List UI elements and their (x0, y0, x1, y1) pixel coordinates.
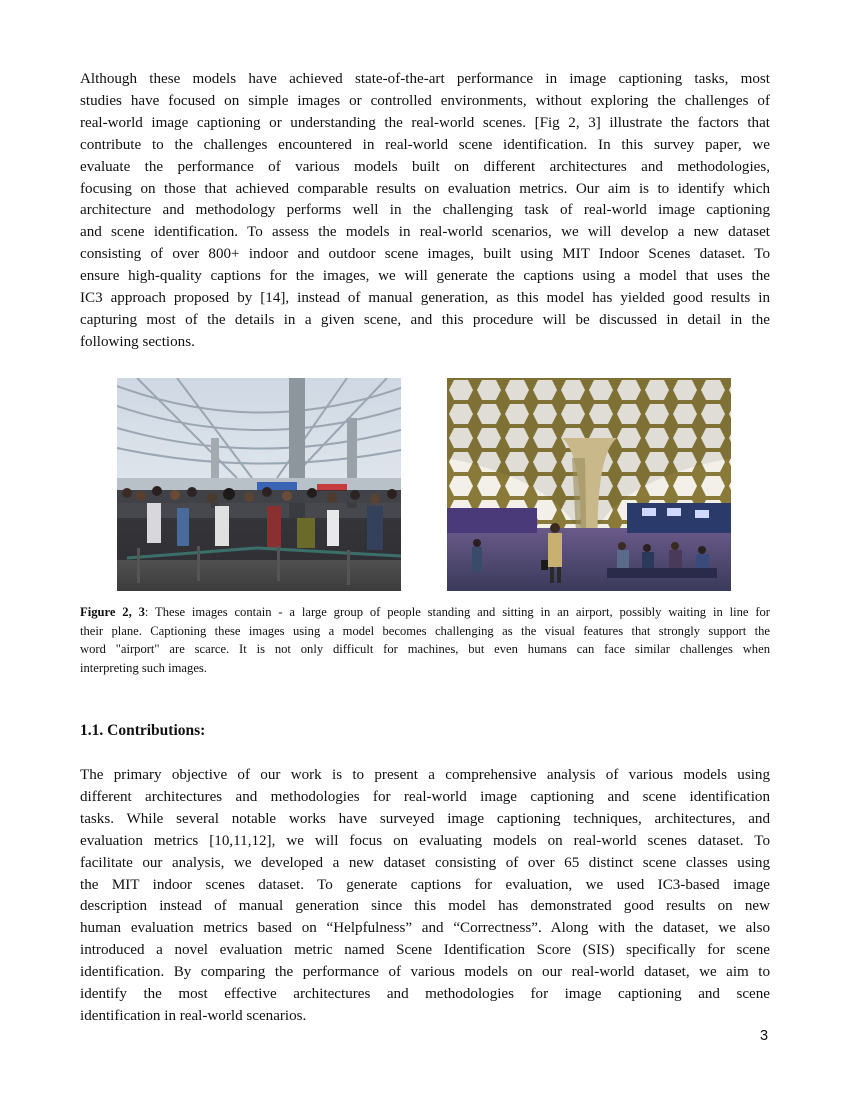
intro-paragraph (80, 69, 770, 354)
section-heading: 1.1. Contributions: (80, 722, 206, 739)
text-line: evaluation metrics [10,11,12], we will focus on evaluating models on real-world scenes dataset. To (80, 832, 770, 849)
text-line: following sections. (80, 333, 195, 350)
text-line: real-world image captioning or understanding the real-world scenes. [Fig 2, 3] illustrate the factors that (80, 114, 770, 131)
text-line: focusing on those that achieved comparable results on evaluation metrics. Our aim is to identify which (80, 180, 770, 197)
text-line: introduced a novel evaluation metric named Scene Identification Score (SIS) specifically for scene (80, 942, 770, 959)
figure-2-airport-terminal-photo (117, 378, 401, 591)
text-line: human evaluation metrics based on “Helpfulness” and “Correctness”. Along with the dataset, we also (80, 920, 770, 937)
text-line: contribute to the challenges encountered in real-world scene identification. In this survey paper, we (80, 136, 770, 153)
text-line: ensure high-quality captions for the images, we will generate the captions using a model that uses the (80, 268, 770, 285)
caption-line: word "airport" are scarce. It is not only difficult for machines, but even humans can face similar challenges when (80, 642, 770, 657)
text-line: consisting of over 800+ indoor and outdoor scene images, built using MIT Indoor Scenes dataset. To (80, 246, 770, 263)
text-line: identification. By comparing the performance of various models on our real-world dataset, we aim to (80, 964, 770, 981)
figure-3-airport-hexagon-canopy-photo (447, 378, 731, 591)
text-line: identification in real-world scenarios. (80, 1007, 307, 1024)
text-line: The primary objective of our work is to present a comprehensive analysis of various models using (80, 767, 770, 783)
text-line: tasks. While several notable works have surveyed image captioning techniques, architectures, and (80, 810, 770, 827)
figure-label: Figure 2, 3 (80, 605, 145, 619)
text-line: facilitate our analysis, we developed a new dataset consisting of over 65 distinct scene classes using (80, 854, 770, 871)
text-line: capturing most of the details in a given scene, and this procedure will be discussed in detail in the (80, 311, 770, 328)
text-line: and scene identification. To assess the models in real-world scenarios, we will develop a new dataset (80, 224, 770, 241)
text-line: the MIT indoor scenes dataset. To generate captions for evaluation, we used IC3-based image (80, 876, 770, 893)
text-line: description instead of manual generation since this model has demonstrated good results on new (80, 898, 770, 915)
airport-canopy-illustration (447, 378, 731, 591)
caption-line: interpreting such images. (80, 660, 207, 675)
text-line: identify the most effective architectures and methodologies for image captioning and scene (80, 986, 770, 1003)
text-line: evaluate the performance of various models built on different architectures and methodologies, (80, 158, 770, 175)
page-number: 3 (760, 1028, 769, 1044)
text-line: Although these models have achieved state-of-the-art performance in image captioning tasks, most (80, 71, 770, 87)
text-line: IC3 approach proposed by [14], instead of manual generation, as this model has yielded good results in (80, 290, 770, 307)
caption-line: their plane. Captioning these images using a model becomes challenging as the visual features that strongly support the (80, 623, 770, 638)
text-line: studies have focused on simple images or controlled environments, without exploring the challenges of (80, 92, 770, 109)
text-line: architecture and methodology performs well in the challenging task of real-world image captioning (80, 202, 770, 219)
contributions-paragraph (80, 765, 770, 1028)
figure-caption (80, 603, 770, 677)
airport-terminal-illustration (117, 378, 401, 591)
text-line: different architectures and methodologies for real-world image captioning and scene identification (80, 788, 770, 805)
caption-line: Figure 2, 3: These images contain - a large group of people standing and sitting in an airport, possibly waiting in line for (80, 605, 771, 619)
